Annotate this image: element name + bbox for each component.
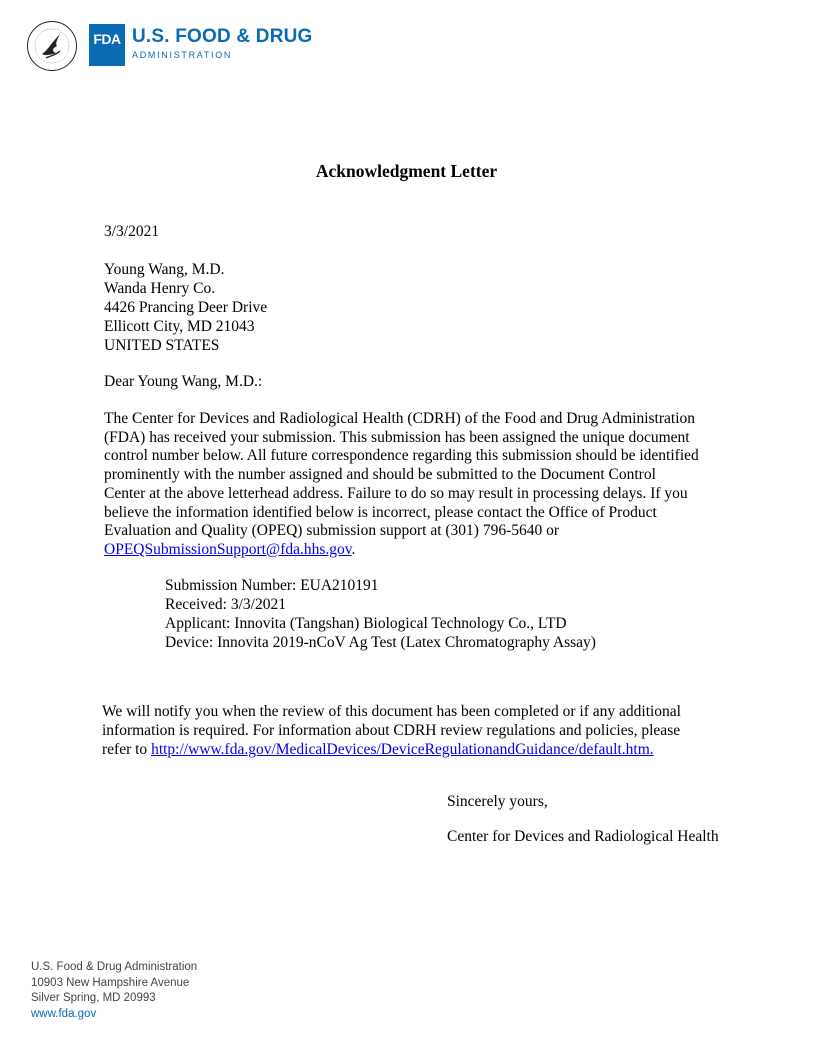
recipient-name: Young Wang, M.D. — [104, 261, 225, 278]
body-line: Center at the above letterhead address. Failure to do so may result in processing delays. If you — [104, 484, 688, 502]
closing-paragraph — [102, 702, 681, 759]
body-line: believe the information identified below is incorrect, please contact the Office of Product — [104, 503, 657, 521]
body-line: Evaluation and Quality (OPEQ) submission support at (301) 796-5640 or — [104, 522, 560, 540]
support-email-link[interactable]: OPEQSubmissionSupport@fda.hhs.gov — [104, 540, 352, 558]
body-line: control number below. All future correspondence regarding this submission should be identified — [104, 447, 699, 465]
recipient-street: 4426 Prancing Deer Drive — [104, 299, 268, 316]
support-email-suffix: . — [351, 540, 356, 558]
closing-line: We will notify you when the review of this document has been completed or if any additional — [102, 703, 681, 720]
agency-name: U.S. FOOD & DRUG — [132, 26, 313, 47]
footer-website-link[interactable]: www.fda.gov — [31, 1007, 97, 1020]
body-line: The Center for Devices and Radiological Health (CDRH) of the Food and Drug Administration — [104, 410, 696, 427]
body-line: prominently with the number assigned and should be submitted to the Document Control — [104, 466, 656, 484]
recipient-company: Wanda Henry Co. — [104, 280, 216, 297]
footer-street: 10903 New Hampshire Avenue — [31, 976, 190, 989]
body-paragraph — [104, 410, 744, 560]
fda-logo-text: FDA — [93, 31, 121, 47]
footer-address — [31, 960, 197, 1022]
hhs-eagle-seal-icon — [26, 20, 78, 72]
refer-line — [102, 740, 681, 759]
submission-device: Device: Innovita 2019-nCoV Ag Test (Latex Chromatography Assay) — [165, 634, 596, 651]
footer-org: U.S. Food & Drug Administration — [31, 961, 198, 973]
cdrh-guidance-link[interactable]: http://www.fda.gov/MedicalDevices/DeviceRegulationandGuidance/default.htm. — [151, 741, 654, 758]
closing-line: information is required. For information about CDRH review regulations and policies, please — [102, 722, 681, 739]
submission-number: Submission Number: EUA210191 — [165, 577, 379, 594]
submission-details — [165, 576, 596, 652]
salutation: Dear Young Wang, M.D.: — [104, 373, 263, 390]
letter-date: 3/3/2021 — [104, 223, 160, 240]
signatory: Center for Devices and Radiological Health — [447, 828, 719, 845]
footer-city: Silver Spring, MD 20993 — [31, 992, 156, 1004]
submission-received: Received: 3/3/2021 — [165, 596, 286, 613]
recipient-country: UNITED STATES — [104, 337, 220, 354]
fda-logo — [89, 24, 125, 66]
recipient-address — [104, 260, 267, 355]
submission-applicant: Applicant: Innovita (Tangshan) Biological Technology Co., LTD — [165, 615, 567, 632]
valediction: Sincerely yours, — [447, 793, 548, 810]
refer-prefix: refer to — [102, 741, 152, 758]
body-line: (FDA) has received your submission. This submission has been assigned the unique document — [104, 428, 690, 446]
recipient-city: Ellicott City, MD 21043 — [104, 318, 255, 335]
support-email-line — [104, 541, 744, 560]
letter-title: Acknowledgment Letter — [315, 161, 498, 181]
agency-subtitle: ADMINISTRATION — [132, 50, 233, 60]
